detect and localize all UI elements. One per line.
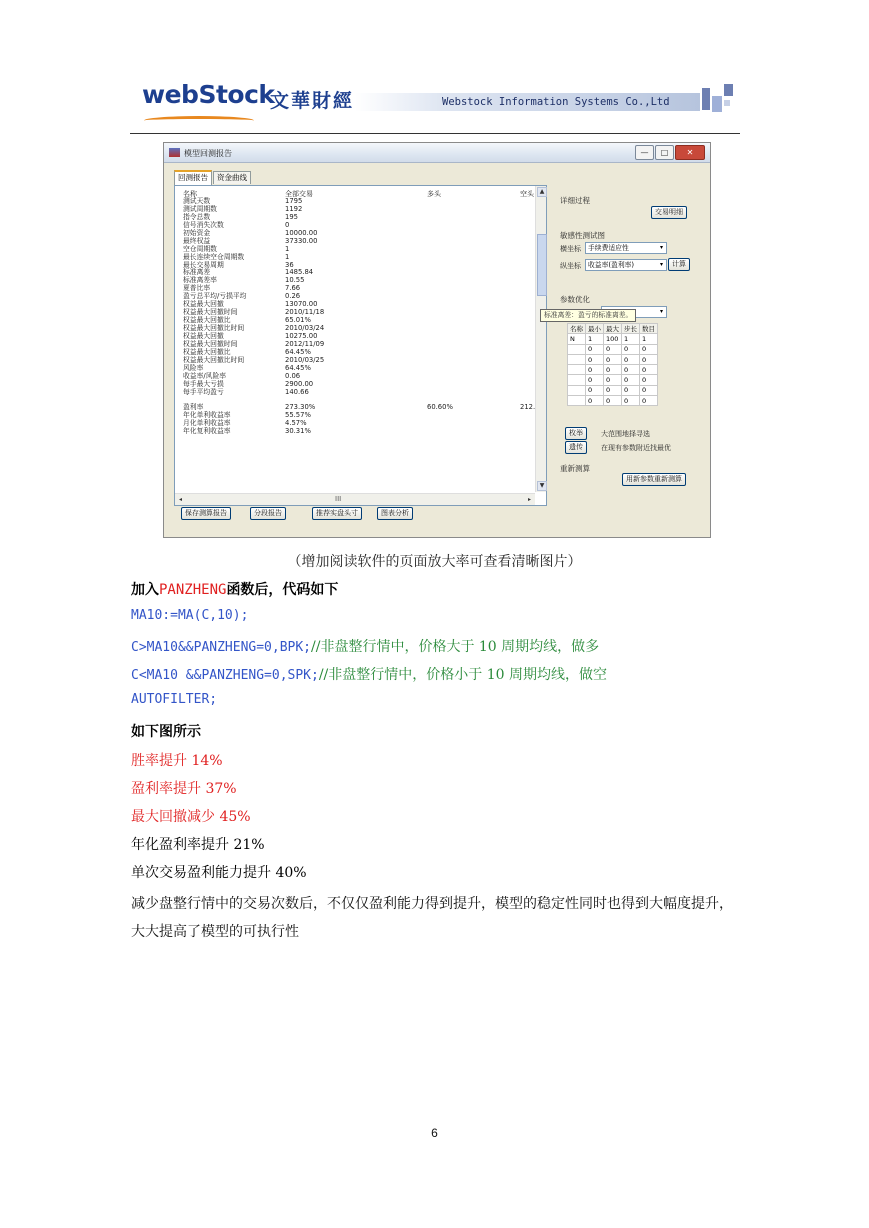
image-caption: （增加阅读软件的页面放大率可查看清晰图片） bbox=[287, 554, 582, 570]
company-name: Webstock Information Systems Co.,Ltd bbox=[442, 96, 670, 108]
minimize-icon[interactable]: — bbox=[635, 145, 654, 160]
vertical-scrollbar[interactable] bbox=[535, 186, 546, 492]
report-table-body bbox=[175, 198, 535, 436]
conclusion-paragraph: 减少盘整行情中的交易次数后，不仅仅盈利能力得到提升，模型的稳定性同时也得到大幅度提升，大大提高了模型的可执行性 bbox=[131, 896, 733, 940]
y-axis-label: 纵坐标 bbox=[560, 262, 581, 270]
parameter-cell[interactable]: 0 bbox=[622, 375, 640, 385]
horizontal-scrollbar[interactable] bbox=[175, 493, 535, 505]
row-name: 权益最大回撤比时间 bbox=[183, 355, 245, 364]
chevron-down-icon[interactable]: ▾ bbox=[659, 261, 663, 268]
x-axis-select[interactable] bbox=[585, 242, 667, 254]
row-name: 信号消失次数 bbox=[183, 220, 224, 229]
table-row[interactable] bbox=[175, 198, 535, 206]
window-title: 模型回测报告 bbox=[184, 149, 232, 158]
y-axis-value: 收益率(盈利率) bbox=[588, 261, 635, 269]
parameter-column-header: 最小 bbox=[586, 324, 604, 334]
report-table-panel bbox=[174, 185, 547, 506]
row-all-trades: 13070.00 bbox=[285, 300, 318, 309]
table-row[interactable] bbox=[175, 389, 535, 397]
row-name: 初始资金 bbox=[183, 228, 211, 237]
tab-equity-curve[interactable]: 资金曲线 bbox=[213, 171, 251, 184]
result-item: 单次交易盈利能力提升 40% bbox=[131, 865, 307, 881]
parameter-cell[interactable]: 0 bbox=[640, 354, 658, 364]
result-item: 最大回撤减少 45% bbox=[131, 809, 251, 825]
row-name: 最终权益 bbox=[183, 236, 211, 245]
parameter-cell[interactable]: 0 bbox=[586, 375, 604, 385]
header-decoration bbox=[702, 88, 710, 110]
table-row[interactable] bbox=[175, 269, 535, 277]
retest-button[interactable]: 用新参数重新测算 bbox=[622, 473, 686, 486]
retest-group-label: 重新测算 bbox=[560, 464, 590, 473]
maximize-icon[interactable]: □ bbox=[655, 145, 674, 160]
app-icon bbox=[169, 148, 180, 157]
parameter-cell[interactable]: 0 bbox=[604, 375, 622, 385]
row-name: 盈利率 bbox=[183, 403, 204, 412]
row-name: 最长连续空仓周期数 bbox=[183, 252, 245, 261]
table-row[interactable] bbox=[175, 293, 535, 301]
row-all-trades: 55.57% bbox=[285, 411, 311, 420]
window-titlebar bbox=[164, 143, 710, 163]
row-all-trades: 10275.00 bbox=[285, 331, 318, 340]
parameter-cell[interactable] bbox=[568, 365, 586, 375]
table-row[interactable] bbox=[175, 222, 535, 230]
row-name: 权益最大回撤时间 bbox=[183, 339, 238, 348]
y-axis-select[interactable] bbox=[585, 259, 667, 271]
row-all-trades: 2010/03/25 bbox=[285, 355, 325, 364]
intro-prefix: 加入 bbox=[131, 582, 159, 598]
code-line-3-comment: //非盘整行情中，价格小于 10 周期均线，做空 bbox=[318, 667, 607, 683]
close-icon[interactable]: ✕ bbox=[675, 145, 705, 160]
calculate-button[interactable]: 计算 bbox=[668, 258, 690, 271]
parameter-cell[interactable]: 0 bbox=[604, 365, 622, 375]
row-all-trades: 1192 bbox=[285, 204, 303, 213]
report-table-header bbox=[175, 189, 535, 198]
row-name: 权益最大回撤时间 bbox=[183, 308, 238, 317]
scroll-thumb[interactable] bbox=[537, 234, 547, 296]
code-line-3 bbox=[131, 664, 607, 684]
row-all-trades: 64.45% bbox=[285, 363, 311, 372]
column-header-long[interactable]: 多头 bbox=[427, 190, 441, 198]
parameter-cell[interactable]: 0 bbox=[622, 385, 640, 395]
row-all-trades: 2900.00 bbox=[285, 379, 314, 388]
scroll-right-icon[interactable]: ▸ bbox=[527, 496, 531, 503]
x-axis-label: 横坐标 bbox=[560, 245, 581, 253]
webstock-logo bbox=[142, 76, 382, 124]
parameter-cell[interactable]: 0 bbox=[622, 396, 640, 406]
parameter-cell[interactable] bbox=[568, 396, 586, 406]
row-all-trades: 2010/11/18 bbox=[285, 308, 325, 317]
row-all-trades: 1795 bbox=[285, 197, 303, 205]
row-name: 标准离差率 bbox=[183, 276, 217, 285]
x-axis-value: 手续费适应性 bbox=[588, 244, 629, 252]
code-line-2 bbox=[131, 636, 599, 656]
row-all-trades: 4.57% bbox=[285, 419, 307, 428]
parameter-cell[interactable]: 0 bbox=[640, 344, 658, 354]
intro-suffix: 函数后，代码如下 bbox=[226, 582, 339, 598]
table-row[interactable] bbox=[175, 206, 535, 214]
result-item: 胜率提升 14% bbox=[131, 753, 223, 769]
scroll-grip[interactable]: III bbox=[335, 495, 342, 503]
parameter-cell[interactable]: 0 bbox=[640, 375, 658, 385]
parameter-cell[interactable]: 0 bbox=[604, 385, 622, 395]
tooltip: 标准离差：盈亏的标准离差。 bbox=[540, 309, 636, 322]
row-name: 年化复利收益率 bbox=[183, 427, 231, 436]
parameter-cell[interactable]: 1 bbox=[586, 334, 604, 344]
table-row[interactable] bbox=[175, 262, 535, 270]
header-decoration bbox=[712, 96, 722, 112]
parameter-cell[interactable]: 0 bbox=[586, 354, 604, 364]
row-name: 年化单利收益率 bbox=[183, 411, 231, 420]
parameter-cell[interactable]: 100 bbox=[604, 334, 622, 344]
table-row[interactable] bbox=[175, 238, 535, 246]
save-report-button[interactable]: 保存测算报告 bbox=[181, 507, 231, 520]
table-row[interactable] bbox=[175, 214, 535, 222]
parameter-cell[interactable]: 0 bbox=[586, 396, 604, 406]
code-line-3-code: C<MA10 &&PANZHENG=0,SPK; bbox=[131, 668, 319, 683]
row-all-trades: 2010/03/24 bbox=[285, 324, 325, 332]
logo-latin: webStock bbox=[142, 80, 275, 109]
parameter-cell[interactable]: 0 bbox=[640, 365, 658, 375]
header-decoration bbox=[724, 84, 733, 96]
row-name: 权益最大回撤比 bbox=[183, 347, 231, 356]
row-name: 空仓周期数 bbox=[183, 244, 217, 253]
table-row[interactable] bbox=[175, 254, 535, 262]
parameter-cell[interactable]: 1 bbox=[640, 334, 658, 344]
parameter-cell[interactable]: 0 bbox=[622, 365, 640, 375]
row-all-trades: 36 bbox=[285, 260, 294, 269]
row-long: 60.60% bbox=[427, 403, 453, 412]
parameter-cell[interactable] bbox=[568, 344, 586, 354]
logo-chinese: 文華財經 bbox=[270, 90, 355, 112]
parameter-cell[interactable] bbox=[568, 354, 586, 364]
table-row[interactable] bbox=[175, 381, 535, 389]
parameter-cell[interactable]: 0 bbox=[604, 396, 622, 406]
row-name: 每手最大亏损 bbox=[183, 379, 224, 388]
backtest-report-window bbox=[163, 142, 711, 538]
parameter-cell[interactable]: 1 bbox=[622, 334, 640, 344]
parameter-cell[interactable]: 0 bbox=[622, 354, 640, 364]
parameter-table-body bbox=[568, 334, 658, 406]
parameter-column-header: 数目 bbox=[640, 324, 658, 334]
row-all-trades: 10.55 bbox=[285, 276, 305, 285]
row-name: 权益最大回撤比 bbox=[183, 316, 231, 325]
parameter-table bbox=[567, 323, 658, 406]
row-name: 收益率/风险率 bbox=[183, 371, 227, 380]
row-name: 月化单利收益率 bbox=[183, 419, 231, 428]
row-all-trades: 0.06 bbox=[285, 371, 301, 380]
row-all-trades: 7.66 bbox=[285, 284, 301, 293]
logo-swoosh bbox=[144, 116, 254, 125]
table-row[interactable] bbox=[175, 357, 535, 365]
row-all-trades: 65.01% bbox=[285, 316, 311, 325]
code-line-2-comment: //非盘整行情中，价格大于 10 周期均线，做多 bbox=[311, 639, 600, 655]
parameter-row[interactable] bbox=[568, 344, 658, 354]
parameter-cell[interactable]: 0 bbox=[586, 344, 604, 354]
table-row[interactable] bbox=[175, 373, 535, 381]
parameter-row[interactable] bbox=[568, 365, 658, 375]
row-all-trades: 140.66 bbox=[285, 387, 309, 396]
window-controls bbox=[635, 145, 705, 159]
parameter-row[interactable] bbox=[568, 396, 658, 406]
genetic-button[interactable]: 遗传 bbox=[565, 441, 587, 454]
header-decoration bbox=[724, 100, 730, 106]
intro-line bbox=[131, 579, 338, 599]
genetic-description: 在现有参数附近找最优 bbox=[601, 444, 671, 452]
subheading: 如下图所示 bbox=[131, 724, 201, 740]
parameter-cell[interactable]: 0 bbox=[640, 396, 658, 406]
code-line-1: MA10:=MA(C,10); bbox=[131, 608, 249, 623]
recommend-position-button[interactable]: 推荐实盘头寸 bbox=[312, 507, 362, 520]
page-number: 6 bbox=[431, 1126, 438, 1140]
parameter-cell[interactable]: 0 bbox=[622, 344, 640, 354]
table-row[interactable] bbox=[175, 365, 535, 373]
table-row[interactable] bbox=[175, 396, 535, 404]
table-row[interactable] bbox=[175, 277, 535, 285]
parameter-cell[interactable]: 0 bbox=[604, 344, 622, 354]
scroll-left-icon[interactable]: ◂ bbox=[178, 496, 182, 503]
table-row[interactable] bbox=[175, 428, 535, 436]
parameter-column-header: 最大 bbox=[604, 324, 622, 334]
scroll-up-icon[interactable]: ▲ bbox=[537, 187, 547, 197]
row-all-trades: 64.45% bbox=[285, 347, 311, 356]
row-name: 权益最大回撤 bbox=[183, 300, 224, 309]
trade-detail-button[interactable]: 交易明细 bbox=[651, 206, 687, 219]
row-name: 盈亏总平均/亏损平均 bbox=[183, 292, 247, 301]
row-all-trades: 273.30% bbox=[285, 403, 316, 412]
parameter-row[interactable] bbox=[568, 385, 658, 395]
report-tabs bbox=[174, 171, 252, 185]
parameter-column-header: 名称 bbox=[568, 324, 586, 334]
row-all-trades: 30.31% bbox=[285, 427, 311, 436]
row-name: 测试周期数 bbox=[183, 204, 217, 213]
detail-group-label: 详细过程 bbox=[560, 196, 590, 205]
row-all-trades: 1 bbox=[285, 244, 290, 253]
exhaustive-button[interactable]: 枚举 bbox=[565, 427, 587, 440]
row-name: 每手平均盈亏 bbox=[183, 387, 224, 396]
segment-report-button[interactable]: 分段报告 bbox=[250, 507, 286, 520]
optimization-group-label: 参数优化 bbox=[560, 295, 590, 304]
function-name: PANZHENG bbox=[159, 582, 227, 598]
result-item: 年化盈利率提升 21% bbox=[131, 837, 265, 853]
code-line-2-code: C>MA10&&PANZHENG=0,BPK; bbox=[131, 640, 312, 655]
parameter-table-header bbox=[568, 324, 658, 334]
row-name: 权益最大回撤比时间 bbox=[183, 324, 245, 332]
parameter-cell[interactable]: 0 bbox=[604, 354, 622, 364]
parameter-cell[interactable] bbox=[568, 385, 586, 395]
table-row[interactable] bbox=[175, 230, 535, 238]
exhaustive-description: 大范围地择寻选 bbox=[601, 430, 650, 438]
code-line-4: AUTOFILTER; bbox=[131, 692, 218, 707]
parameter-cell[interactable]: 0 bbox=[586, 385, 604, 395]
row-name: 最长交易周期 bbox=[183, 260, 224, 269]
parameter-cell[interactable]: 0 bbox=[586, 365, 604, 375]
header-rule bbox=[130, 133, 740, 134]
result-item: 盈利率提升 37% bbox=[131, 781, 237, 797]
parameter-cell[interactable]: N bbox=[568, 334, 586, 344]
row-all-trades: 195 bbox=[285, 212, 298, 221]
row-all-trades: 1485.84 bbox=[285, 268, 314, 277]
row-short: 212. bbox=[520, 403, 536, 412]
table-row[interactable] bbox=[175, 325, 535, 333]
parameter-row[interactable] bbox=[568, 375, 658, 385]
chevron-down-icon[interactable]: ▾ bbox=[659, 244, 663, 251]
column-header-name[interactable]: 名称 bbox=[183, 190, 197, 198]
row-all-trades: 37330.00 bbox=[285, 236, 318, 245]
column-header-all[interactable]: 全部交易 bbox=[285, 190, 313, 198]
tab-backtest-report[interactable]: 回测报告 bbox=[174, 170, 212, 185]
row-name: 标准离差 bbox=[183, 268, 211, 277]
parameter-row[interactable] bbox=[568, 354, 658, 364]
row-name: 夏普比率 bbox=[183, 284, 211, 293]
parameter-cell[interactable]: 0 bbox=[640, 385, 658, 395]
row-all-trades: 0.26 bbox=[285, 292, 301, 301]
chevron-down-icon[interactable]: ▾ bbox=[659, 308, 663, 315]
row-all-trades: 2012/11/09 bbox=[285, 339, 325, 348]
chart-analysis-button[interactable]: 图表分析 bbox=[377, 507, 413, 520]
row-name: 权益最大回撤 bbox=[183, 331, 224, 340]
row-name: 指令总数 bbox=[183, 212, 211, 221]
row-name: 测试天数 bbox=[183, 197, 211, 205]
parameter-cell[interactable] bbox=[568, 375, 586, 385]
page-header bbox=[130, 70, 740, 132]
row-all-trades: 10000.00 bbox=[285, 228, 318, 237]
row-all-trades: 0 bbox=[285, 220, 290, 229]
sensitivity-group-label: 敏感性测试图 bbox=[560, 231, 605, 240]
scroll-down-icon[interactable]: ▼ bbox=[537, 481, 547, 491]
row-name: 风险率 bbox=[183, 363, 204, 372]
parameter-column-header: 步长 bbox=[622, 324, 640, 334]
parameter-row[interactable] bbox=[568, 334, 658, 344]
row-all-trades: 1 bbox=[285, 252, 290, 261]
column-header-short[interactable]: 空头 bbox=[520, 190, 534, 198]
